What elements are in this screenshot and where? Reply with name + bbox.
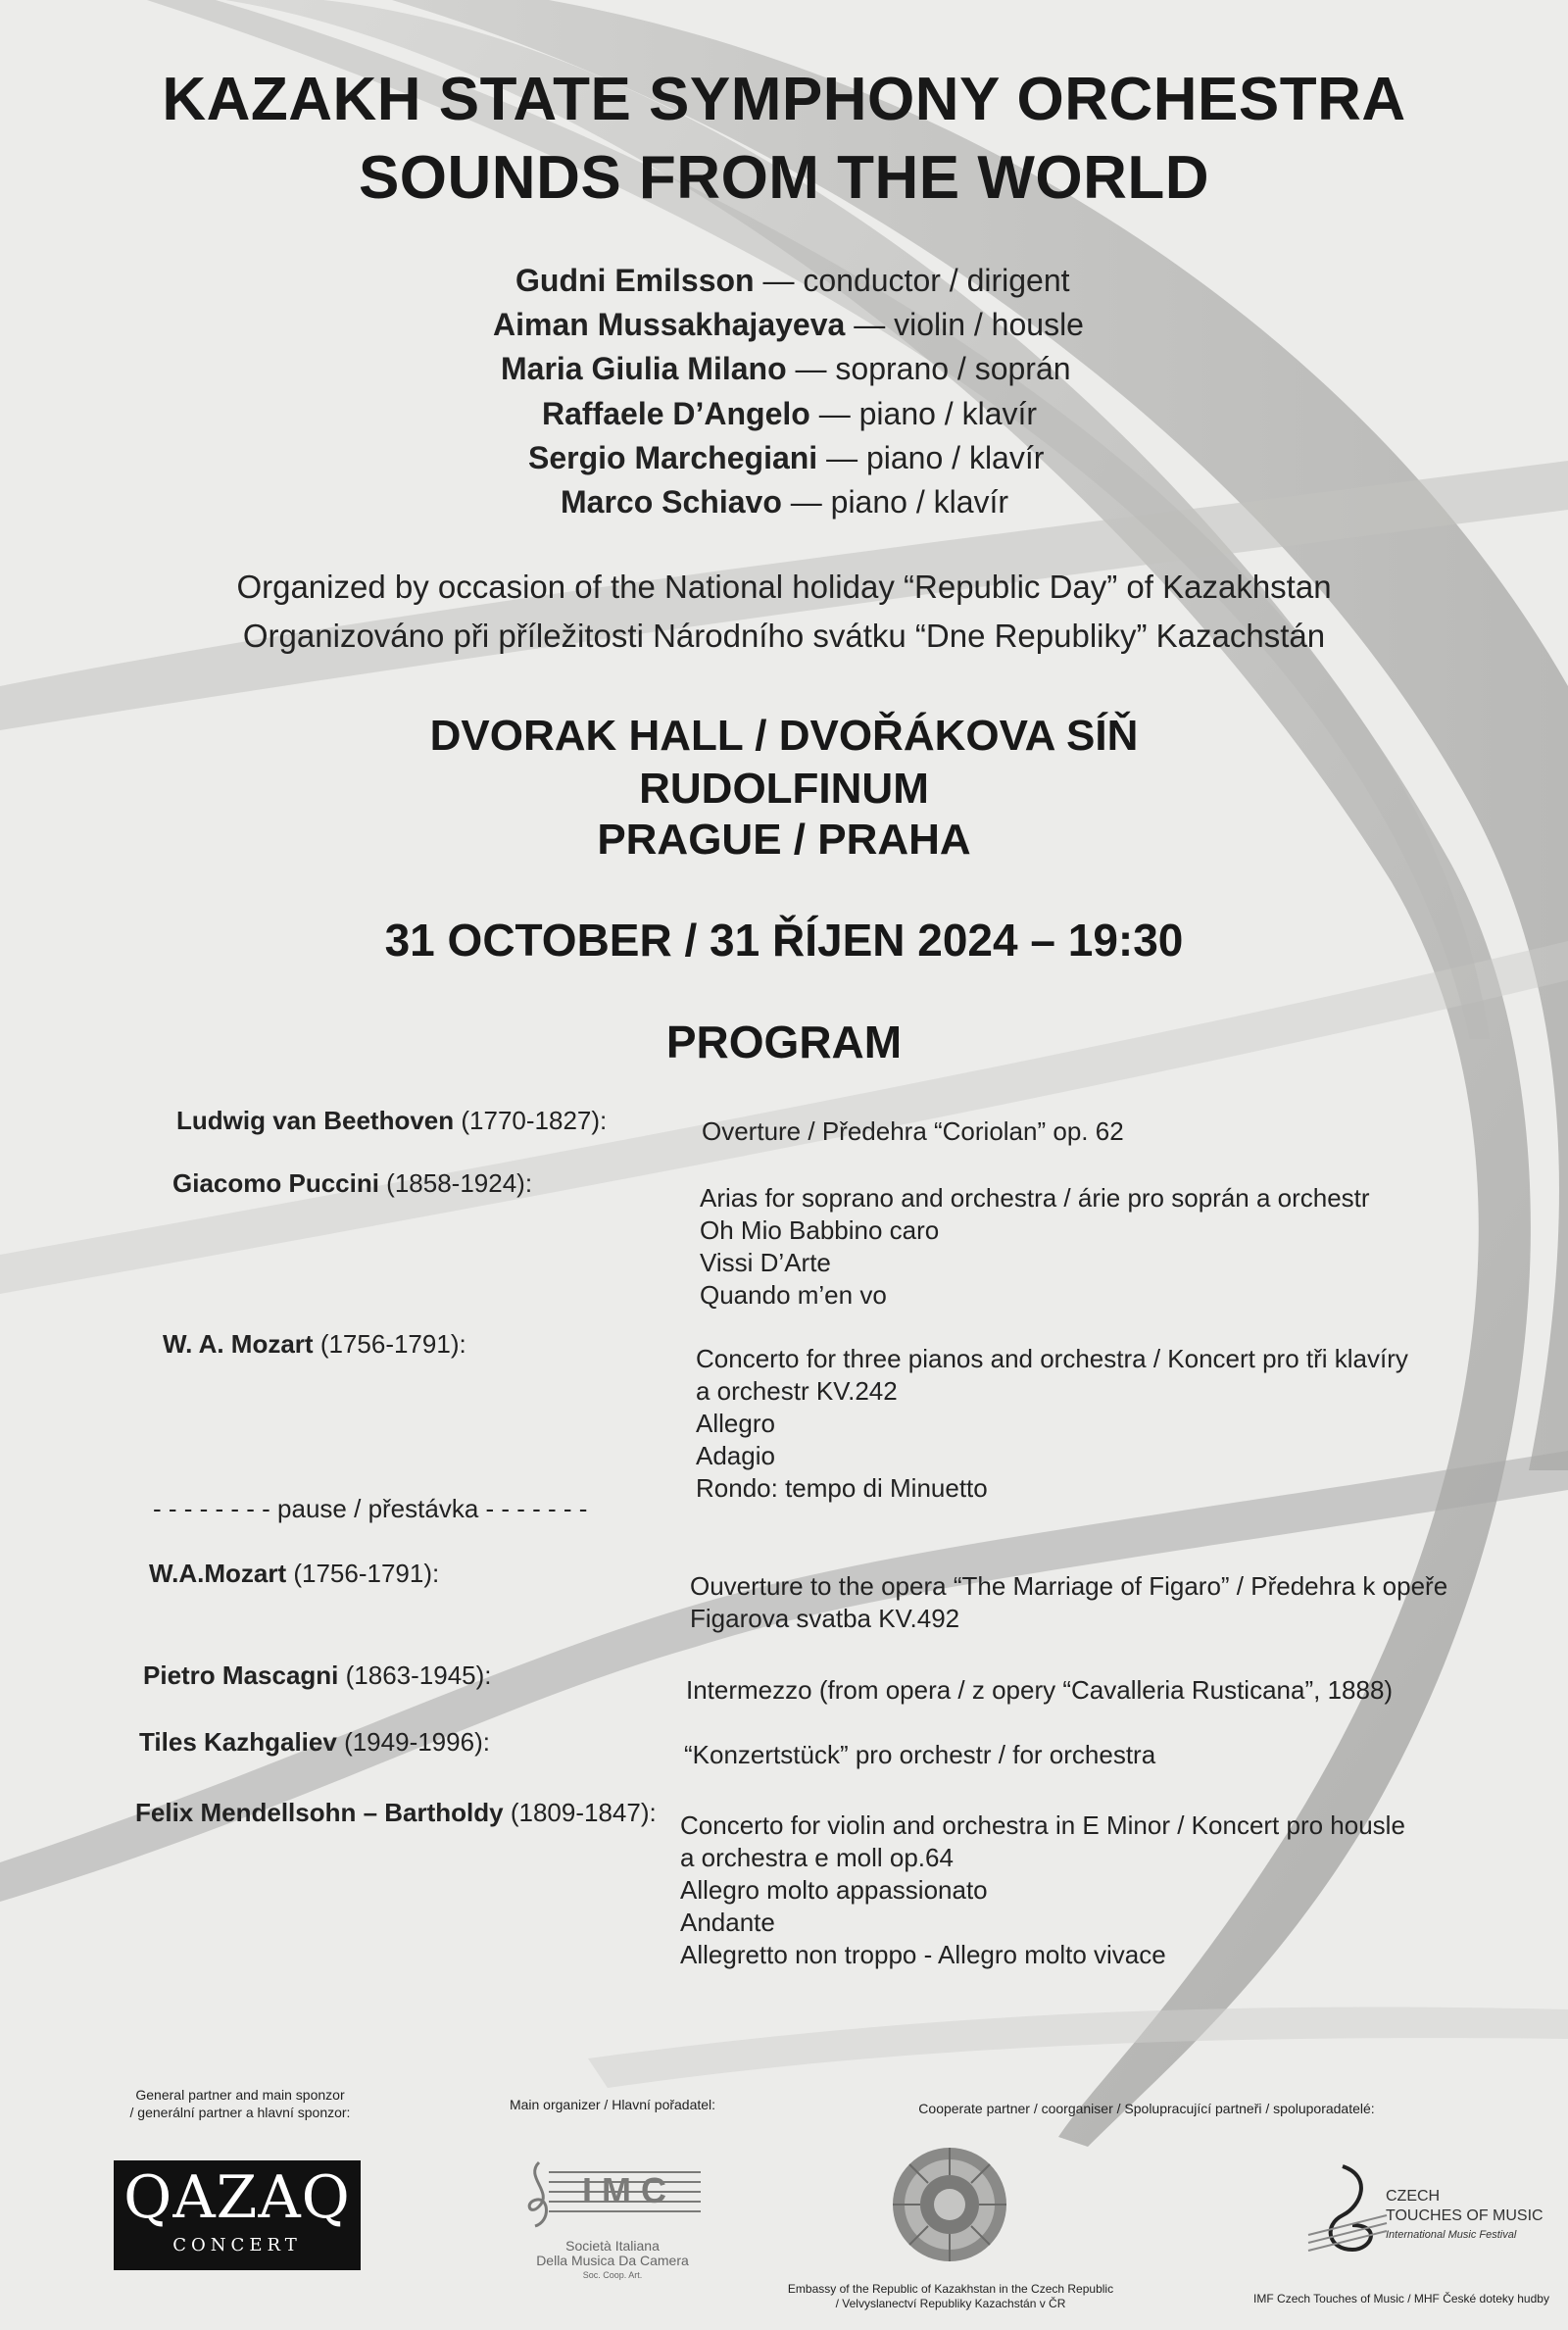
concert-date: 31 OCTOBER / 31 ŘÍJEN 2024 – 19:30 [384,915,1184,966]
composer-name: Ludwig van Beethoven [176,1106,455,1135]
composer-puccini [172,1168,532,1199]
occasion-english: Organized by occasion of the National holiday “Republic Day” of Kazakhstan [236,569,1332,605]
work-line: Oh Mio Babbino caro [700,1215,940,1245]
organizer-caption-line: Della Musica Da Camera [536,2253,689,2268]
embassy-caption [764,2282,1137,2311]
work-line: a orchestra e moll op.64 [680,1843,954,1872]
performer-line [528,440,1044,476]
composer-name: Felix Mendellsohn – Bartholdy [135,1798,504,1827]
work-line: Allegro molto appassionato [680,1875,988,1905]
imc-logo [519,2153,706,2231]
work-kazhgaliev [684,1739,1155,1771]
work-line: Concerto for violin and orchestra in E Minor / Koncert pro housle [680,1810,1405,1840]
performer-name: Raffaele D’Angelo [542,396,810,431]
work-line: Quando m’en vo [700,1280,887,1310]
performer-role: — piano / klavír [817,440,1045,475]
cooperate-partner-label: Cooperate partner / coorganiser / Spolupracující partneři / spoluporadatelé: [918,2101,1375,2116]
state-emblem-icon [890,2145,1009,2264]
concert-subtitle: SOUNDS FROM THE WORLD [358,144,1210,212]
organizer-caption [510,2239,715,2283]
composer-name: Giacomo Puccini [172,1168,379,1198]
composer-beethoven [176,1106,607,1136]
composer-name: Tiles Kazhgaliev [139,1727,337,1757]
work-mozart-2 [690,1570,1447,1635]
festival-logo-line: International Music Festival [1386,2229,1517,2241]
performer-line [561,484,1008,521]
venue-hall: DVORAK HALL / DVOŘÁKOVA SÍŇ [429,712,1139,760]
work-line: Vissi D’Arte [700,1248,831,1277]
qazaq-logo-text: QAZAQ [123,2163,351,2232]
performer-name: Maria Giulia Milano [501,351,787,386]
performer-role: — violin / housle [845,307,1084,342]
work-line: Andante [680,1908,775,1937]
general-partner-label-line: General partner and main sponzor [135,2087,345,2103]
program-heading: PROGRAM [665,1016,903,1067]
work-line: Overture / Předehra “Coriolan” op. 62 [702,1116,1124,1146]
performer-name: Aiman Mussakhajayeva [493,307,846,342]
work-puccini [700,1182,1370,1312]
general-partner-label [88,2086,392,2121]
work-line: Rondo: tempo di Minuetto [696,1473,988,1503]
composer-years: (1863-1945): [338,1661,492,1690]
composer-years: (1949-1996): [336,1727,490,1757]
composer-mendelssohn [135,1798,657,1828]
festival-caption: IMF Czech Touches of Music / MHF České doteky hudby [1253,2292,1549,2305]
work-line: Concerto for three pianos and orchestra / Koncert pro tři klavíry [696,1344,1408,1373]
embassy-caption-line: Embassy of the Republic of Kazakhstan in the Czech Republic [787,2282,1114,2296]
work-mascagni [686,1674,1393,1707]
composer-years: (1770-1827): [454,1106,608,1135]
imc-logo-letters: IMC [582,2170,676,2210]
composer-name: W. A. Mozart [163,1329,314,1359]
qazaq-concert-logo [114,2160,361,2270]
performer-line [501,351,1071,387]
intermission-divider: - - - - - - - - pause / přestávka - - - - - - - [153,1494,588,1523]
performer-name: Sergio Marchegiani [528,440,818,475]
main-organizer-label: Main organizer / Hlavní pořadatel: [509,2097,716,2112]
performer-line [493,307,1084,343]
kazakhstan-emblem [890,2145,1009,2264]
work-line: Arias for soprano and orchestra / árie pro soprán a orchestr [700,1183,1370,1213]
venue-building: RUDOLFINUM [639,765,929,813]
concert-logo-text: CONCERT [172,2235,302,2256]
work-mozart-1 [696,1343,1408,1505]
composer-name: W.A.Mozart [149,1559,287,1588]
performer-role: — piano / klavír [809,396,1038,431]
work-line: Figarova svatba KV.492 [690,1604,960,1633]
performer-line [515,263,1070,299]
performer-role: — piano / klavír [781,484,1009,520]
performer-role: — conductor / dirigent [754,263,1070,298]
composer-mozart-1 [163,1329,466,1360]
work-line: Allegro [696,1409,775,1438]
work-line: Adagio [696,1441,775,1470]
festival-logo-line: TOUCHES OF MUSIC [1386,2207,1544,2224]
work-line: “Konzertstück” pro orchestr / for orchestra [684,1740,1156,1769]
composer-mozart-2 [149,1559,439,1589]
performer-name: Marco Schiavo [561,484,782,520]
composer-name: Pietro Mascagni [143,1661,339,1690]
general-partner-label-line: / generální partner a hlavní sponzor: [129,2105,351,2120]
composer-years: (1809-1847): [503,1798,657,1827]
performer-role: — soprano / soprán [786,351,1071,386]
performer-name: Gudni Emilsson [515,263,755,298]
embassy-caption-line: / Velvyslanectví Republiky Kazachstán v ČR [835,2297,1066,2310]
organizer-caption-line: Soc. Coop. Art. [582,2270,643,2280]
czech-touches-of-music-logo [1303,2156,1558,2264]
work-mendelssohn [680,1809,1405,1971]
work-line: Ouverture to the opera “The Marriage of Figaro” / Předehra k opeře [690,1571,1448,1601]
work-beethoven [702,1115,1124,1148]
occasion-czech: Organizováno při příležitosti Národního svátku “Dne Republiky” Kazachstán [242,618,1326,654]
performer-line [542,396,1037,432]
composer-years: (1756-1791): [313,1329,466,1359]
treble-clef-icon [1303,2156,1392,2264]
work-line: Allegretto non troppo - Allegro molto vivace [680,1940,1166,1969]
work-line: a orchestr KV.242 [696,1376,898,1406]
organizer-caption-line: Società Italiana [565,2238,660,2254]
venue-city: PRAGUE / PRAHA [597,816,971,864]
composer-mascagni [143,1661,492,1691]
festival-logo-line: CZECH [1386,2188,1441,2205]
composer-years: (1756-1791): [286,1559,440,1588]
composer-kazhgaliev [139,1727,490,1758]
work-line: Intermezzo (from opera / z opery “Cavalleria Rusticana”, 1888) [686,1675,1394,1705]
orchestra-title: KAZAKH STATE SYMPHONY ORCHESTRA [162,66,1406,133]
composer-years: (1858-1924): [378,1168,533,1198]
